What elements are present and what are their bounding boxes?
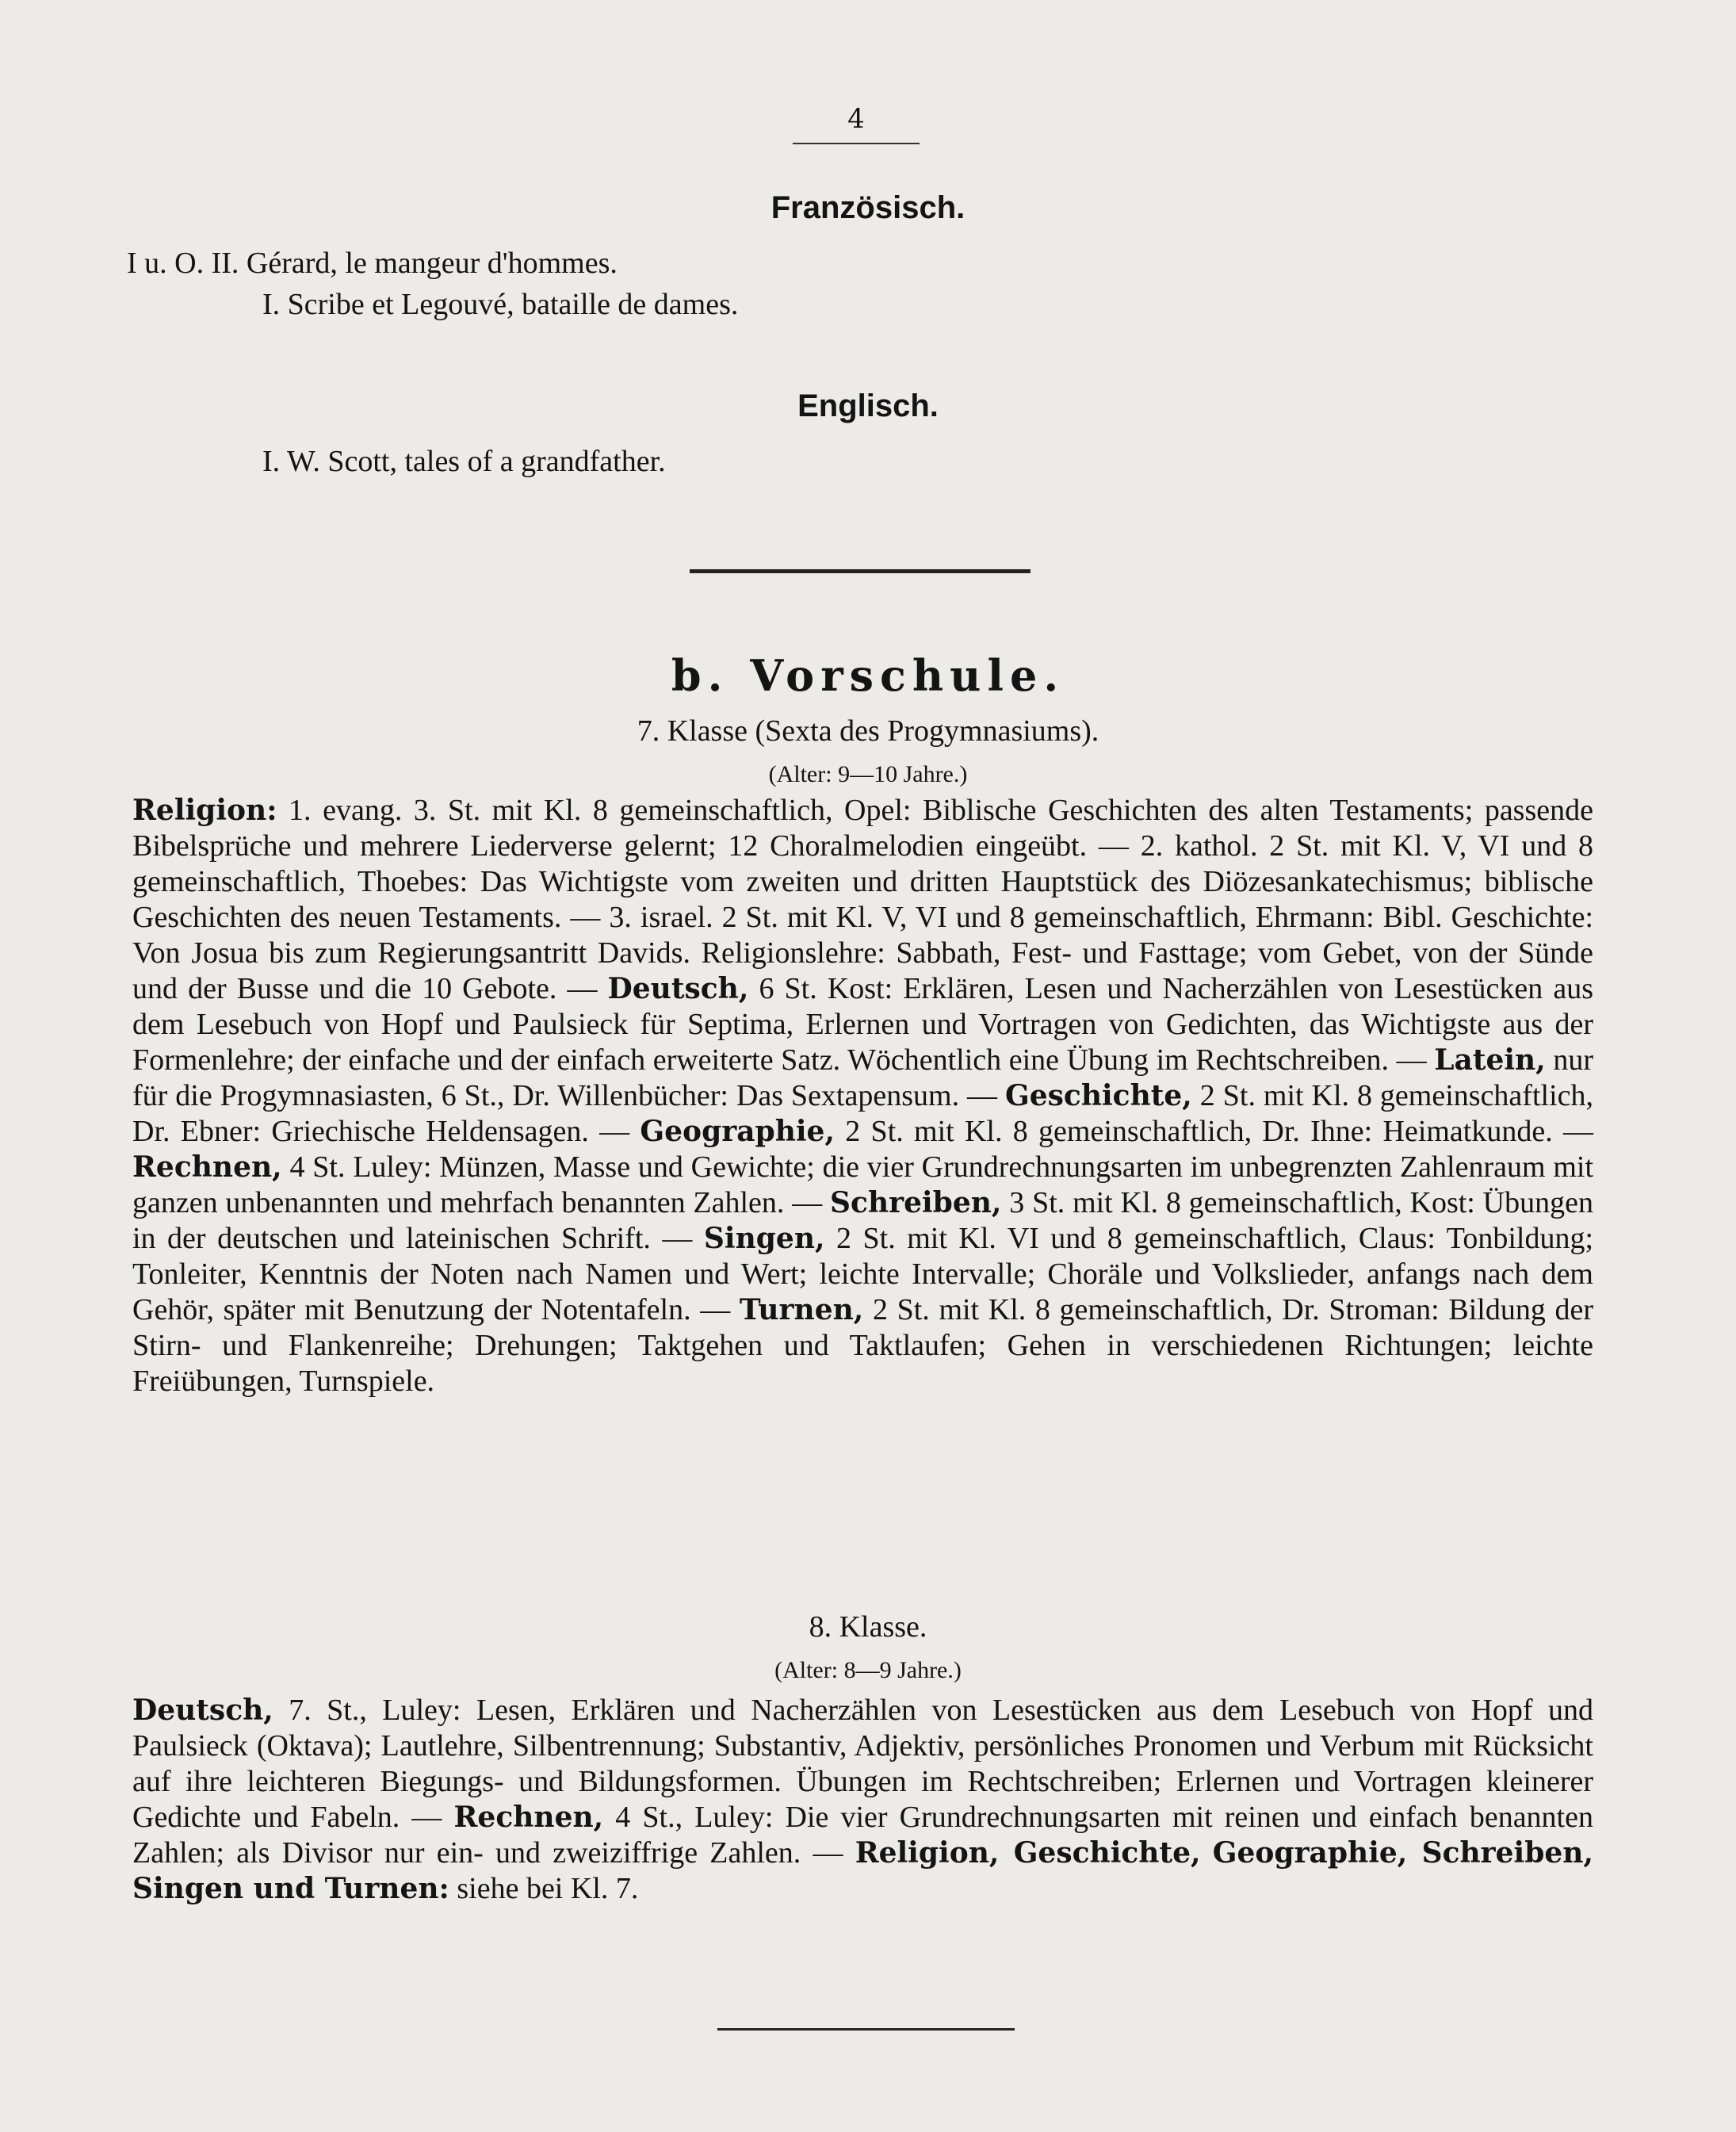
k7-text-8: 2 St. mit Kl. VI und 8 gemeinschaftlich, Claus: Tonbildung; Tonleiter, Kenntnis der Noten nach Namen und Wert; leichte Intervalle; Choräle und Volkslieder, anfangs nach dem Gehör, später mit Benutzung der Notentafeln. — bbox=[132, 1222, 1593, 1326]
k7-text-3: nur für die Progymnasiasten, 6 St., Dr. Willenbücher: Das Sextapensum. — bbox=[132, 1043, 1593, 1112]
kw-deutsch-8: Deutsch, bbox=[132, 1694, 273, 1727]
kw-rechnen: Rechnen, bbox=[132, 1150, 282, 1184]
bottom-divider bbox=[717, 2028, 1015, 2031]
klasse-7-heading: 7. Klasse (Sexta des Progymnasiums). bbox=[637, 714, 1099, 748]
section-divider bbox=[690, 569, 1031, 573]
kw-turnen: Turnen, bbox=[739, 1293, 864, 1326]
k7-text-7: 3 St. mit Kl. 8 gemeinschaftlich, Kost: Übungen in der deutschen und lateinischen Schrift. — bbox=[132, 1186, 1593, 1255]
k7-text-9: 2 St. mit Kl. 8 gemeinschaftlich, Dr. Stroman: Bildung der Stirn- und Flankenreihe; Drehungen; Taktgehen und Taktlaufen; Gehen in verschiedenen Richtungen; leichte Freiübungen, Turnspiele. bbox=[132, 1293, 1593, 1398]
k7-text-4: 2 St. mit Kl. 8 gemeinschaftlich, Dr. Ebner: Griechische Heldensagen. — bbox=[132, 1079, 1593, 1148]
franzoesisch-line-2: I. Scribe et Legouvé, bataille de dames. bbox=[262, 288, 739, 321]
vorschule-title: b. Vorschule. bbox=[671, 650, 1065, 701]
k7-text-2: 6 St. Kost: Erklären, Lesen und Nacherzählen von Lesestücken aus dem Lesebuch von Hopf und Paulsieck für Septima, Erlernen und Vortragen von Gedichten, das Wichtigste aus der Formenlehre; der einfache und der einfach erweiterte Satz. Wöchentlich eine Übung im Rechtschreiben. — bbox=[132, 972, 1593, 1077]
klasse-8-age: (Alter: 8—9 Jahre.) bbox=[774, 1657, 962, 1683]
k8-text-4: siehe bei Kl. 7. bbox=[449, 1872, 639, 1905]
klasse-7-age: (Alter: 9—10 Jahre.) bbox=[768, 761, 968, 787]
page-number-rule bbox=[793, 143, 920, 144]
k8-comma: , bbox=[988, 1836, 1014, 1870]
page-number: 4 bbox=[847, 103, 865, 135]
kw-geschichte-8: Geschichte, bbox=[1013, 1836, 1201, 1870]
kw-latein: Latein, bbox=[1434, 1043, 1546, 1077]
klasse-7-body bbox=[132, 793, 1593, 1399]
kw-religion-8: Religion bbox=[855, 1836, 989, 1870]
franzoesisch-line-1: I u. O. II. Gérard, le mangeur d'hommes. bbox=[127, 247, 618, 280]
klasse-8-heading: 8. Klasse. bbox=[809, 1610, 927, 1644]
k7-text-5: 2 St. mit Kl. 8 gemeinschaftlich, Dr. Ihne: Heimatkunde. — bbox=[835, 1115, 1593, 1148]
kw-geschichte: Geschichte, bbox=[1004, 1079, 1192, 1112]
kw-rechnen-8: Rechnen, bbox=[453, 1801, 604, 1834]
kw-deutsch: Deutsch, bbox=[607, 972, 749, 1005]
kw-religion: Religion: bbox=[132, 794, 277, 827]
kw-final-8: Geographie, Schreiben, Singen und Turnen: bbox=[132, 1836, 1593, 1905]
kw-schreiben: Schreiben, bbox=[830, 1186, 1002, 1219]
k7-text-1: 1. evang. 3. St. mit Kl. 8 gemeinschaftlich, Opel: Biblische Geschichten des alten Testaments; passende Bibelsprüche und mehrere Liederverse gelernt; 12 Choralmelodien eingeübt. — 2. kathol. 2 St. mit Kl. V, VI und 8 gemeinschaftlich, Thoebes: Das Wichtigste vom zweiten und dritten Hauptstück des Diözesankatechismus; biblische Geschichten des neuen Testaments. — 3. israel. 2 St. mit Kl. V, VI und 8 gemeinschaftlich, Ehrmann: Bibl. Geschichte: Von Josua bis zum Regierungsantritt Davids. Religionslehre: Sabbath, Fest- und Fasttage; vom Gebet, von der Sünde und der Busse und die 10 Gebote. — bbox=[132, 794, 1593, 1005]
k7-text-6: 4 St. Luley: Münzen, Masse und Gewichte; die vier Grundrechnungsarten im unbegrenzten Zahlenraum mit ganzen unbenannten und mehrfach benannten Zahlen. — bbox=[132, 1150, 1593, 1219]
heading-franzoesisch: Französisch. bbox=[770, 190, 966, 225]
klasse-8-body bbox=[132, 1693, 1593, 1907]
heading-englisch: Englisch. bbox=[797, 389, 939, 423]
englisch-line-1: I. W. Scott, tales of a grandfather. bbox=[262, 445, 666, 478]
k8-text-1: 7. St., Luley: Lesen, Erklären und Nacherzählen von Lesestücken aus dem Lesebuch von Hopf und Paulsieck (Oktava); Lautlehre, Silbentrennung; Substantiv, Adjektiv, persönliches Pronomen und Verbum mit Rücksicht auf ihre leichteren Biegungs- und Bildungsformen. Übungen im Rechtschreiben; Erlernen und Vortragen kleinerer Gedichte und Fabeln. — bbox=[132, 1694, 1593, 1834]
kw-singen: Singen, bbox=[703, 1222, 825, 1255]
k8-text-2: 4 St., Luley: Die vier Grundrechnungsarten mit reinen und einfach benannten Zahlen; als Divisor nur ein- und zweiziffrige Zahlen. — bbox=[132, 1801, 1593, 1870]
kw-geographie: Geographie, bbox=[640, 1115, 835, 1148]
k8-text-3 bbox=[1201, 1836, 1213, 1870]
